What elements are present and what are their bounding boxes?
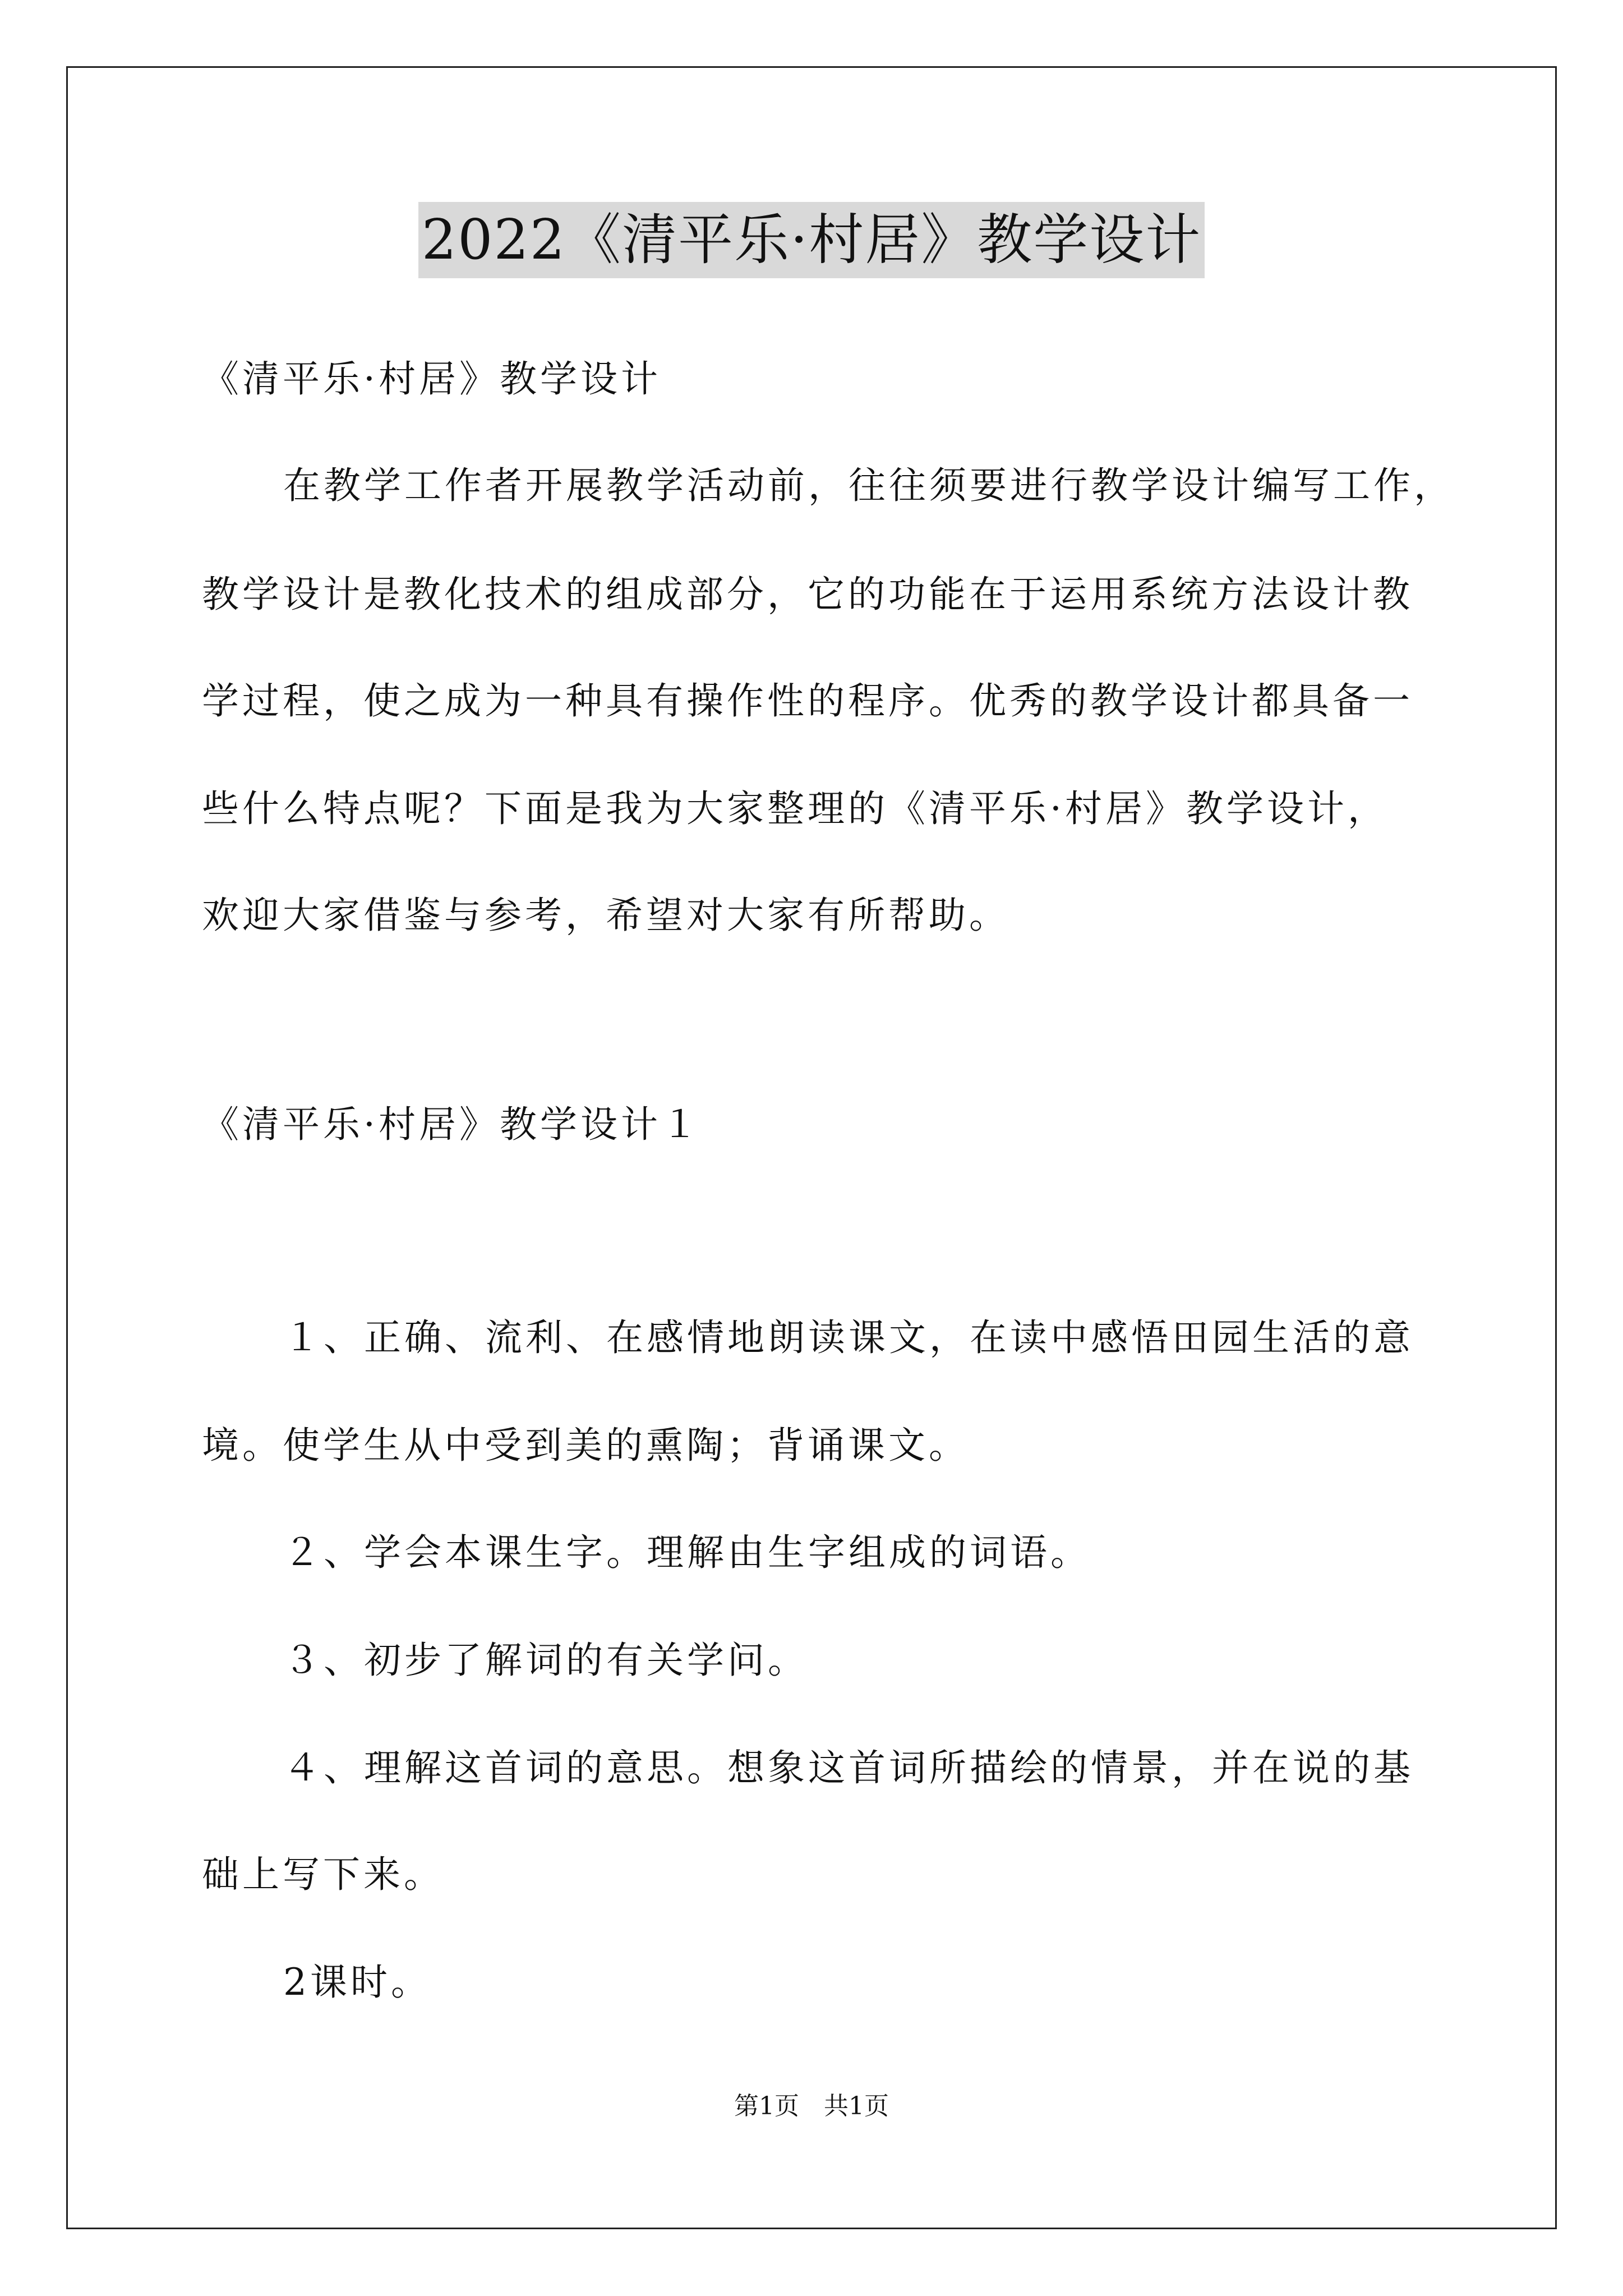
body-line: １、正确、流利、在感情地朗读课文，在读中感悟田园生活的意 (283, 1316, 1414, 1359)
intro-line: 教学设计是教化技术的组成部分，它的功能在于运用系统方法设计教 (202, 573, 1413, 616)
body-line: ２、学会本课生字。理解由生字组成的词语。 (283, 1531, 1091, 1574)
body-line: 础上写下来。 (202, 1853, 444, 1896)
document-title: 2022《清平乐·村居》教学设计 (418, 202, 1205, 278)
page-footer: 第1页 共1页 (734, 2092, 889, 2120)
section-heading: 《清平乐·村居》教学设计１ (202, 1103, 702, 1146)
document-subtitle: 《清平乐·村居》教学设计 (202, 357, 661, 401)
title-container (0, 202, 1623, 278)
intro-line: 学过程，使之成为一种具有操作性的程序。优秀的教学设计都具备一 (202, 679, 1413, 723)
intro-line: 在教学工作者开展教学活动前，往往须要进行教学设计编写工作， (283, 464, 1454, 507)
body-line: ４、理解这首词的意思。想象这首词所描绘的情景，并在说的基 (283, 1746, 1414, 1789)
body-line: ３、初步了解词的有关学问。 (283, 1639, 808, 1682)
body-line: 境。使学生从中受到美的熏陶；背诵课文。 (202, 1424, 969, 1467)
body-line: 2课时。 (283, 1961, 431, 2004)
intro-line: 些什么特点呢？下面是我为大家整理的《清平乐·村居》教学设计， (202, 787, 1388, 830)
intro-line: 欢迎大家借鉴与参考，希望对大家有所帮助。 (202, 894, 1009, 937)
